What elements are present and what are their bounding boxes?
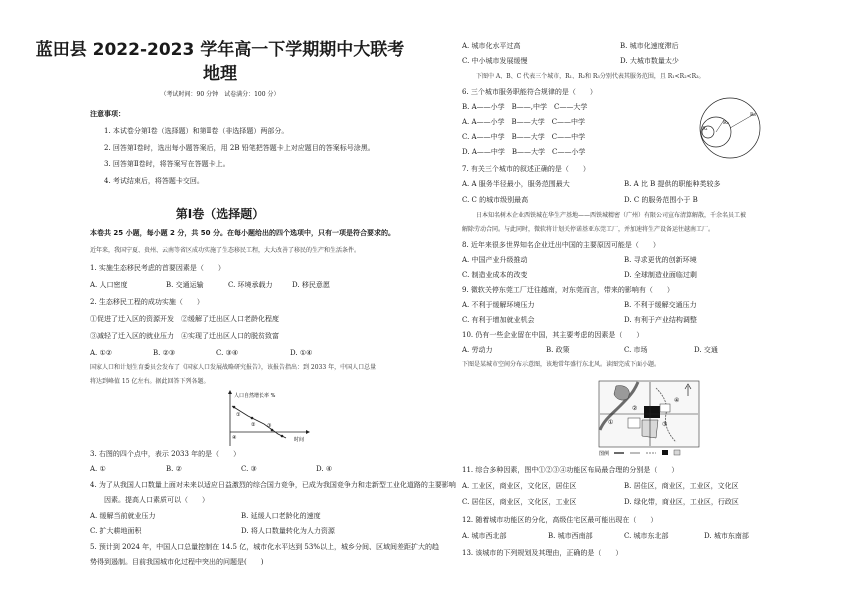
q12-option-b: B. 城市西南部 — [548, 532, 593, 540]
lake — [614, 386, 629, 400]
question-13-stem: 13. 该城市的下列规划及其理由，正确的是（ ） — [462, 549, 623, 557]
q2-option-d: D. ①④ — [290, 349, 313, 357]
q5-option-c: C. 中小城市发展缓慢 — [462, 57, 528, 65]
q3-option-d: D. ④ — [316, 465, 333, 473]
chart-point-label: ④ — [232, 435, 237, 441]
notes-heading: 注意事项： — [90, 110, 125, 118]
q8-option-d: D. 全球制造业面临过剩 — [624, 271, 697, 279]
circle-label-r2: R₂ — [723, 120, 729, 126]
q9-option-b: B. 不利于缓解交通压力 — [624, 301, 697, 309]
svg-text:①: ① — [608, 419, 614, 426]
q4-option-c: C. 扩大耕地面积 — [90, 527, 142, 535]
q2-item-line: ①促进了迁入区的资源开发 ②缓解了迁出区人口老龄化程度 — [90, 315, 279, 323]
question-3-stem: 3. 右图的四个点中，表示 2033 年的是（ ） — [90, 450, 241, 458]
passage-4-line: 解除劳动合同。与此同时，微软将计划关停诺基亚东莞工厂，并加速将生产设备运往越南工厂。 — [462, 226, 715, 233]
note-item: 4. 考试结束后，将答题卡交回。 — [104, 177, 204, 185]
q4-option-a: A. 缓解当前就业压力 — [90, 512, 156, 520]
exam-title: 蓝田县 2022-2023 学年高一下学期期中大联考 — [35, 40, 405, 60]
question-9-stem: 9. 微软关停东莞工厂迁往越南，对东莞而言，带来的影响有（ ） — [462, 286, 674, 294]
svg-text:④: ④ — [674, 397, 680, 404]
q1-option-a: A. 人口密度 — [90, 281, 128, 289]
q11-option-c: C. 居住区，商业区，文化区，工业区 — [462, 498, 577, 506]
question-5-stem: 5. 预计到 2024 年，中国人口总量控制在 14.5 亿，城市化水平达到 53%以上，城乡分间、区域间差距扩大的趋 — [90, 543, 439, 551]
q6-option-c: C. A——中学 B——大学 C——中学 — [462, 133, 586, 141]
q9-option-c: C. 有利于增加就业机会 — [462, 316, 535, 324]
q6-option-b: B. A——小学 B——,中学 C——大学 — [462, 103, 588, 111]
q2-item-line: ③减轻了迁入区的就业压力 ④实现了迁出区人口的脱贫致富 — [90, 332, 279, 340]
question-7-stem: 7. 有关三个城市的叙述正确的是（ ） — [462, 165, 590, 173]
q3-option-c: C. ③ — [241, 465, 257, 473]
circle-label-r1: R₁ — [702, 126, 708, 132]
city-center-block — [644, 406, 660, 418]
chart-ylabel: 人口自然增长率 % — [234, 393, 276, 399]
svg-text:②: ② — [632, 405, 638, 412]
q2-option-a: A. ①② — [90, 349, 113, 357]
q6-option-d: D. A——中学 B——大学 C——小学 — [462, 148, 586, 156]
passage-4-line: 日本知名树木企业西铁城在华生产基地——西铁城精密（广州）有限公司宣布清算解散，千余名员工被 — [476, 212, 747, 219]
q5-option-d: D. 大城市数量太少 — [620, 57, 679, 65]
q7-option-b: B. A 比 B 提供的职能种类较多 — [624, 180, 721, 188]
chart-point-label: ② — [251, 422, 256, 428]
right-column — [440, 0, 860, 608]
q1-option-c: C. 环境承载力 — [228, 281, 273, 289]
chart-point-label: ③ — [267, 423, 272, 429]
q12-option-a: A. 城市西北部 — [462, 532, 507, 540]
note-item: 1. 本试卷分第Ⅰ卷（选择题）和第Ⅱ卷（非选择题）两部分。 — [104, 127, 289, 135]
circle-label-r3: R₃ — [750, 112, 756, 118]
growth-curve — [232, 406, 286, 438]
question-12-stem: 12. 随着城市功能区的分化，高级住宅区最可能出现在（ ） — [462, 516, 658, 524]
exam-info: （考试时间：90 分钟 试卷满分：100 分） — [160, 91, 280, 98]
note-item: 3. 回答第Ⅱ卷时，将答案写在答题卡上。 — [104, 160, 230, 168]
q7-option-a: A. A 服务半径最小，服务范围最大 — [462, 180, 570, 188]
chart-point-label: ① — [236, 412, 241, 418]
q2-option-c: C. ③④ — [216, 349, 239, 357]
passage-2-line: 国家人口和计划生育委员会发布了《国家人口发展战略研究报告》，该报告指出：到 2033 年，中国人口总量 — [90, 364, 377, 371]
question-11-stem: 11. 综合多种因素，图中①②③④功能区布局最合理的分别是（ ） — [462, 466, 679, 474]
q10-option-d: D. 交通 — [694, 346, 718, 354]
city-layout-map — [598, 380, 708, 458]
service-range-diagram — [686, 88, 776, 160]
subject-title: 地理 — [203, 64, 237, 84]
q12-option-d: D. 城市东南部 — [704, 532, 749, 540]
q7-option-c: C. C 的城市级别最高 — [462, 196, 529, 204]
passage-3: 下图中 A、B、C 代表三个城市，R₁、R₂和 R₃分别代表其服务范围，且 R₁<R₂<R₃。 — [476, 73, 705, 80]
q2-option-b: B. ②③ — [153, 349, 176, 357]
q9-option-d: D. 有利于产业结构调整 — [624, 316, 697, 324]
q6-option-a: A. A——小学 B——大学 C——中学 — [462, 118, 586, 126]
part-intro: 本卷共 25 小题，每小题 2 分，共 50 分。在每小题给出的四个选项中，只有一项是符合要求的。 — [90, 229, 395, 237]
q9-option-a: A. 不利于缓解环境压力 — [462, 301, 535, 309]
q8-option-a: A. 中国产业升级推动 — [462, 256, 528, 264]
q1-option-d: D. 移民意愿 — [292, 281, 330, 289]
q11-option-d: D. 绿化带，商业区，工业区，行政区 — [624, 498, 739, 506]
q10-option-b: B. 政策 — [546, 346, 570, 354]
q5-option-a: A. 城市化水平过高 — [462, 42, 521, 50]
passage-2-line: 将达到峰值 15 亿左右。据此回答下列各题。 — [90, 378, 210, 385]
part-title: 第Ⅰ卷（选择题） — [175, 207, 265, 221]
q8-option-c: C. 制造业成本的改变 — [462, 271, 528, 279]
q7-option-d: D. C 的服务范围小于 B — [624, 196, 698, 204]
q10-option-c: C. 市场 — [624, 346, 648, 354]
q3-option-a: A. ① — [90, 465, 106, 473]
question-2-stem: 2. 生态移民工程的成功实施（ ） — [90, 298, 204, 306]
q11-option-b: B. 居住区，商业区，工业区，文化区 — [624, 482, 739, 490]
q12-option-c: C. 城市东北部 — [624, 532, 669, 540]
q11-option-a: A. 工业区，商业区，文化区，居住区 — [462, 482, 577, 490]
question-4-stem: 因素。提高人口素质可以（ ） — [104, 496, 209, 504]
q3-option-b: B. ② — [166, 465, 182, 473]
q5-option-b: B. 城市化速度滞后 — [620, 42, 679, 50]
note-item: 2. 回答第Ⅰ卷时，选出每小题答案后，用 2B 铅笔把答题卡上对应题目的答案标号涂黑。 — [104, 144, 375, 152]
svg-text:③: ③ — [662, 421, 668, 428]
passage-1: 近年来，我国宁夏、贵州、云南等省区成功实施了生态移民工程，大大改善了移民的生产和生活条件。 — [90, 247, 361, 254]
chart-xlabel: 时间 — [294, 437, 305, 443]
question-5-stem: 势得到遏制。目前我国城市化过程中突出的问题是( ) — [90, 558, 264, 566]
passage-5: 下图是某城市空间分布示意图，该地常年盛行东北风。读图完成下面小题。 — [462, 361, 661, 368]
q1-option-b: B. 交通运输 — [166, 281, 204, 289]
question-4-stem: 4. 为了从我国人口数量上面对未来以适应日益激烈的综合国力竞争，已成为我国竞争力和走新型工业化道路的主要影响 — [90, 481, 456, 489]
growth-rate-chart — [222, 390, 312, 448]
q4-option-d: D. 将人口数量转化为人力资源 — [241, 527, 335, 535]
question-8-stem: 8. 近年来很多世界知名企业迁出中国的主要原因可能是（ ） — [462, 241, 660, 249]
q4-option-b: B. 延缓人口老龄化的速度 — [241, 512, 321, 520]
q10-option-a: A. 劳动力 — [462, 346, 493, 354]
question-6-stem: 6. 三个城市服务职能符合规律的是（ ） — [462, 88, 597, 96]
question-1-stem: 1. 实施生态移民考虑的首要因素是（ ） — [90, 264, 225, 272]
map-legend: 图例 — [599, 451, 610, 457]
question-10-stem: 10. 仍有一些企业留在中国，其主要考虑的因素是（ ） — [462, 331, 644, 339]
q8-option-b: B. 寻求更优的创新环境 — [624, 256, 697, 264]
